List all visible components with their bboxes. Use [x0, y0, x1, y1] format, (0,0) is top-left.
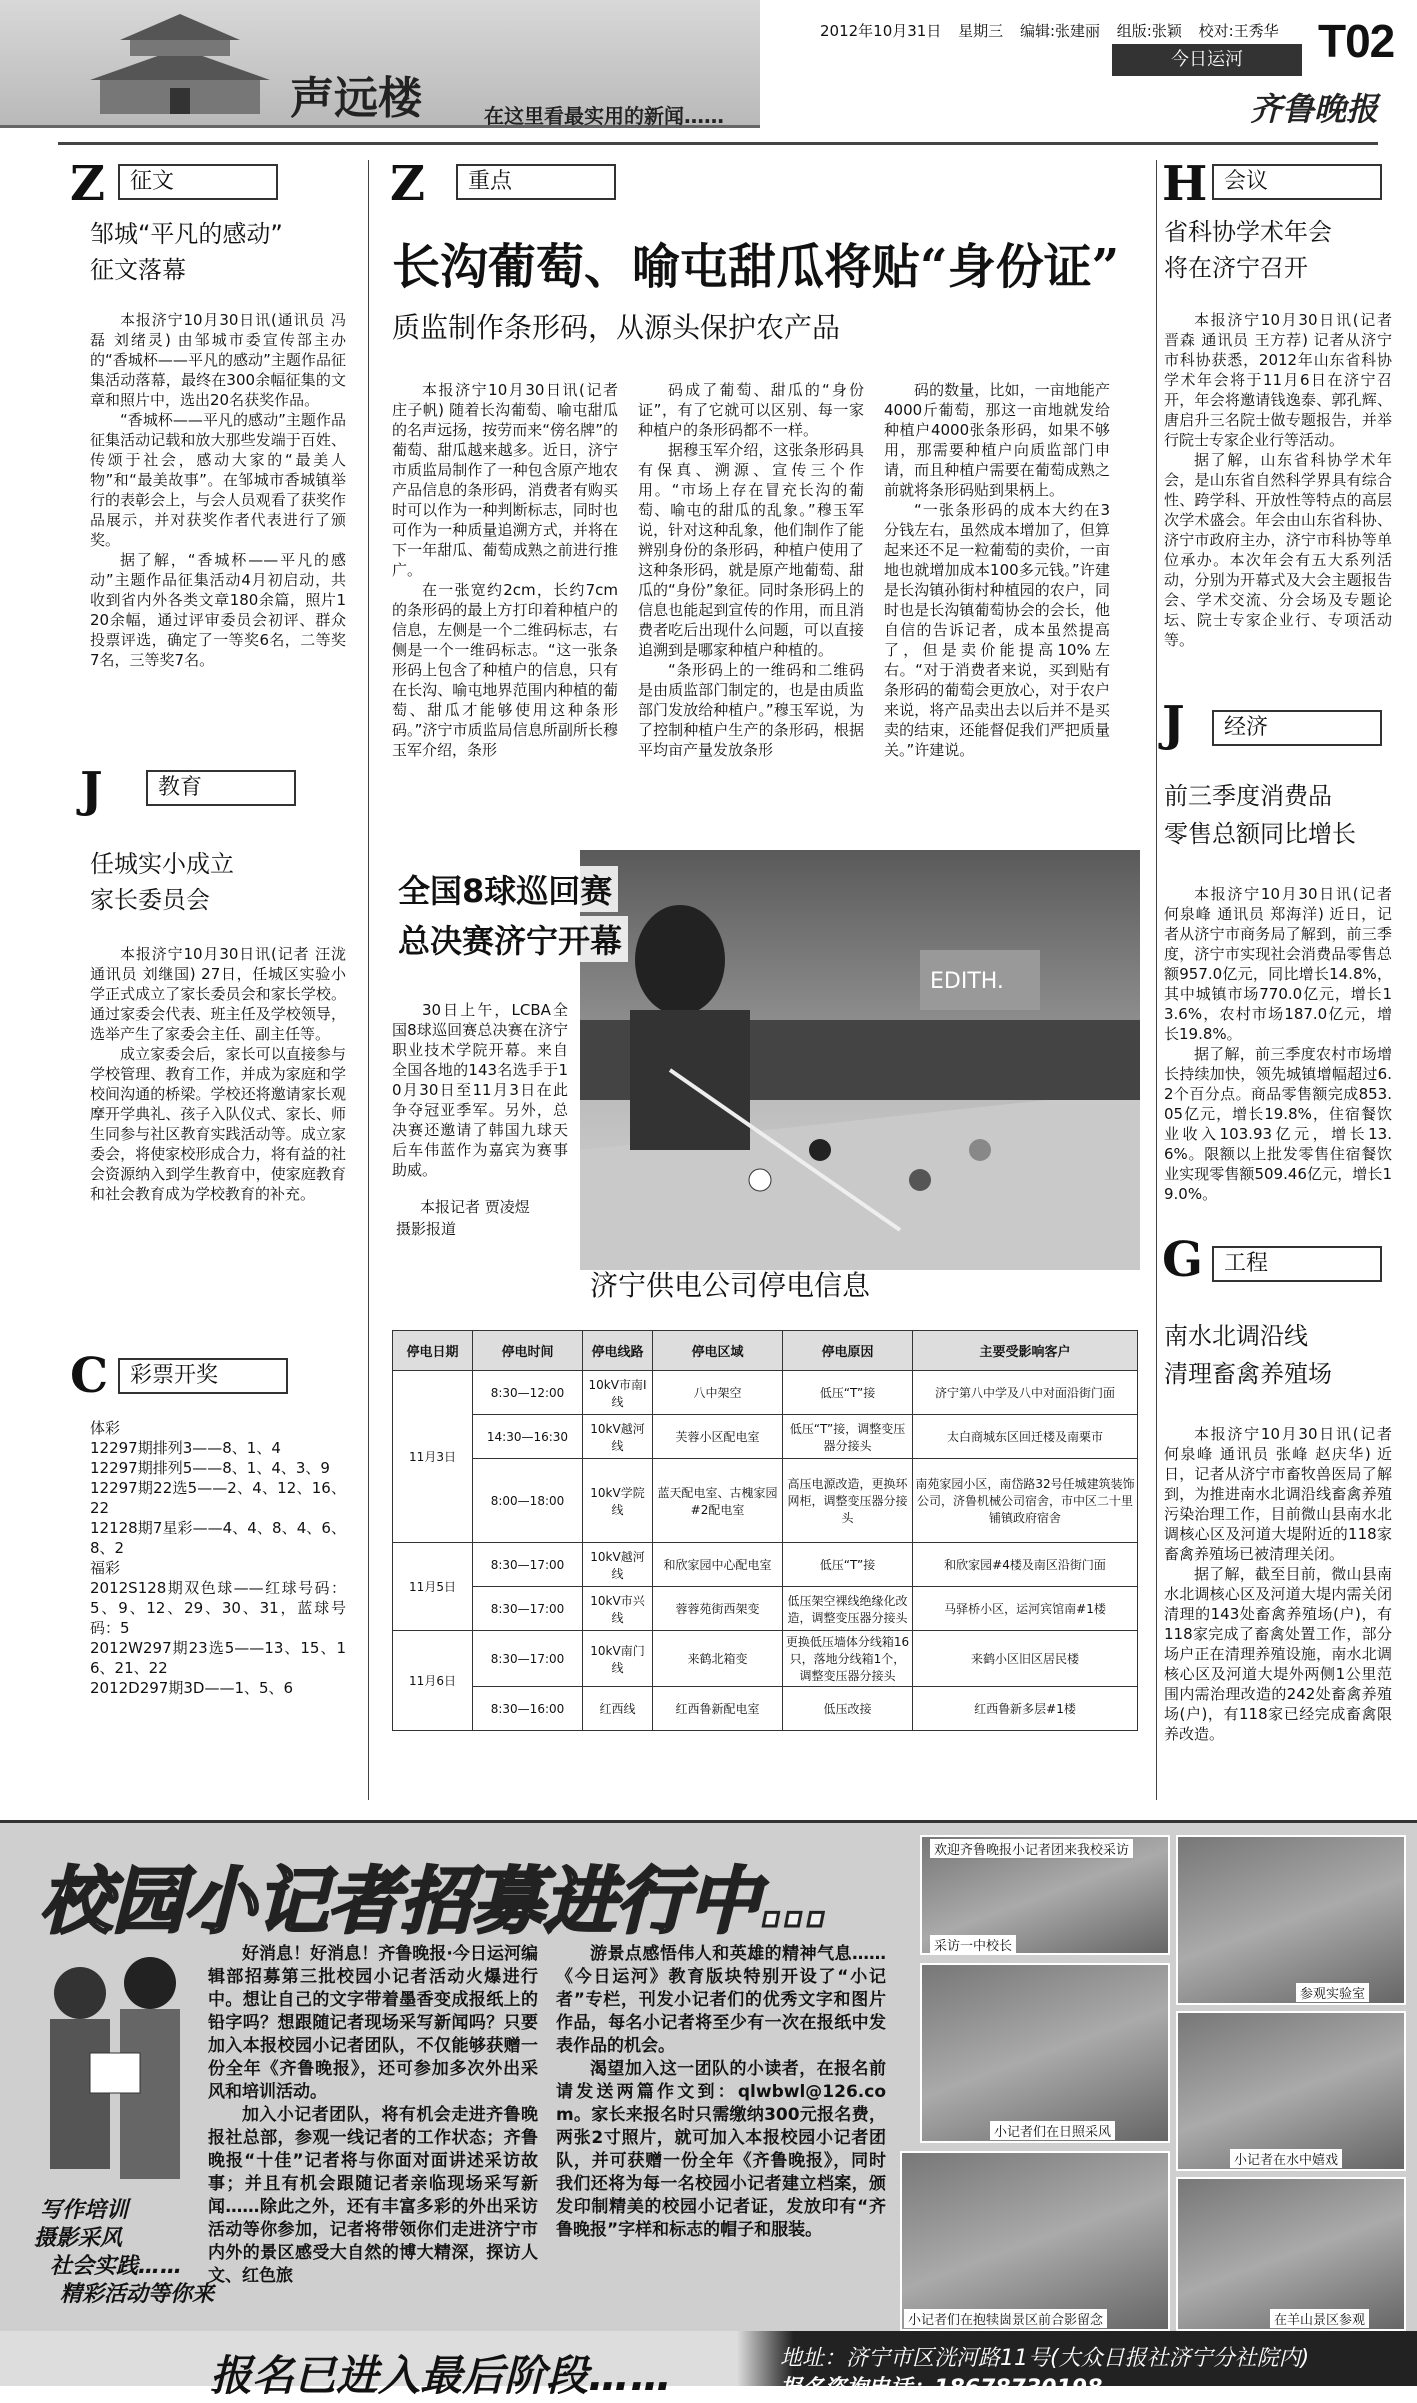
lottery-line: 12128期7星彩——4、4、8、4、6、8、2 — [90, 1519, 346, 1557]
photo-caption: 参观实验室 — [1296, 1983, 1369, 2002]
paragraph: 本报济宁10月30日讯(记者 何泉峰 通讯员 郑海洋) 近日，记者从济宁市商务局了解到，前三季度，济宁市实现社会消费品零售总额957.0亿元，同比增长14.8%，其中城镇市场770.0亿元，增长13.6%，农村市场187.0亿元，增长19.8%。 — [1164, 885, 1392, 1043]
paragraph: “香城杯——平凡的感动”主题作品征集活动记载和放大那些发端于百姓、传颂于社会，感动大家的“最美人物”和“最美故事”。在邹城市香城镇举行的表彰会上，与会人员观看了获奖作品展示，并对获奖作者代表进行了颁奖。 — [90, 411, 346, 549]
section-label: 工程 — [1212, 1246, 1382, 1282]
article-body — [90, 944, 346, 1304]
designer: 组版:张颖 — [1116, 22, 1182, 40]
advert-address: 地址：济宁市区洸河路11号(大众日报社济宁分社院内) — [780, 2346, 1310, 2371]
advert-deadline: 报名已进入最后阶段…… — [210, 2351, 673, 2400]
table-row: 11月5日 8:30—17:00 10kV越河线 和欣家园中心配电室 低压“T”接 和欣家园#4楼及南区沿街门面 — [393, 1543, 1138, 1587]
paragraph: 本报济宁10月30日讯(记者 庄子帆) 随着长沟葡萄、喻屯甜瓜的名声远扬，按劳而来“傍名牌”的葡萄、甜瓜越来越多。近日，济宁市质监局制作了一种包含原产地农产品信息的条形码，消费者有购买时可以作为一种判断标志，同时也可作为一种质量追溯方式，并将在下一年甜瓜、葡萄成熟之前进行推广。 — [392, 381, 618, 579]
advert-title: 校园小记者招募进行中… — [40, 1859, 833, 1943]
section-label: 会议 — [1212, 164, 1382, 200]
table-row: 11月6日 8:30—17:00 10kV南门线 来鹤北箱变 更换低压墙体分线箱16只，落地分线箱1个，调整变压器分接头 来鹤小区旧区居民楼 — [393, 1631, 1138, 1687]
section-letter: J — [80, 762, 103, 818]
banner-slogan: 在这里看最实用的新闻…… — [484, 104, 724, 128]
lottery-results — [90, 1418, 346, 1778]
paragraph: 码成了葡萄、甜瓜的“身份证”，有了它就可以区别、每一家种植户的条形码都不一样。 — [638, 381, 864, 439]
table-header: 停电原因 — [783, 1331, 913, 1371]
ad-feature: 社会实践…… — [50, 2254, 183, 2279]
outage-table — [392, 1330, 1138, 1731]
billiard-body: 30日上午，LCBA全国8球巡回赛总决赛在济宁职业技术学院开幕。来自全国各地的143名选手于10月30日至11月3日在此争夺冠亚季军。另外，总决赛还邀请了韩国九球天后车伟蓝作为嘉宾为赛事助威。 — [392, 1001, 568, 1179]
proofreader: 校对:王秀华 — [1198, 22, 1279, 40]
paragraph: 渴望加入这一团队的小读者，在报名前请发送两篇作文到：qlwbwl@126.com。家长来报名时只需缴纳300元报名费，两张2寸照片，就可加入本报校园小记者团队，并可获赠一份全年《齐鲁晚报》，同时我们还将为每一名校园小记者建立档案，颁发印制精美的校园小记者证，发放印有“齐鲁晚报”字样和标志的帽子和服装。 — [556, 2059, 886, 2240]
table-row: 11月3日 8:30—12:00 10kV市南Ⅰ线 八中架空 低压“T”接 济宁第八中学及八中对面沿街门面 — [393, 1371, 1138, 1415]
table-row: 8:00—18:00 10kV学院线 蓝天配电室、古槐家园#2配电室 高压电源改造，更换环网柜，调整变压器分接头 南苑家园小区，南岱路32号任城建筑装饰公司，济鲁机械公司宿舍，市中区二十里铺镇政府宿舍 — [393, 1459, 1138, 1543]
section-label: 重点 — [456, 164, 616, 200]
table-header: 停电线路 — [583, 1331, 653, 1371]
paragraph: 在一张宽约2cm，长约7cm的条形码的最上方打印着种植户的信息，左侧是一个二维码标志，右侧是一个一维码标志。“这一张条形码上包含了种植户的信息，只有在长沟、喻屯地界范围内种植的葡萄、甜瓜才能够使用这种条形码。”济宁市质监局信息所副所长穆玉军介绍，条形 — [392, 581, 618, 759]
banner-title: 声远楼 — [290, 73, 422, 124]
section-letter: H — [1162, 156, 1208, 212]
section-letter: G — [1162, 1232, 1203, 1288]
section-tag: 今日运河 — [1112, 44, 1302, 76]
article-body — [1164, 1424, 1392, 1804]
lottery-line: 12297期排列3——8、1、4 — [90, 1439, 281, 1457]
paragraph: 据了解，“香城杯——平凡的感动”主题作品征集活动4月初启动，共收到省内外各类文章180余篇，照片120余幅，通过评审委员会初评、群众投票评选，确定了一等奖6名，二等奖7名，三等奖7名。 — [90, 551, 346, 669]
ad-photo — [1176, 2011, 1406, 2171]
photo-caption: 欢迎齐鲁晚报小记者团来我校采访 — [930, 1839, 1133, 1858]
paragraph: 加入小记者团队，将有机会走进齐鲁晚报社总部，参观一线记者的工作状态；齐鲁晚报“十佳”记者将与你面对面讲述采访故事；并且有机会跟随记者亲临现场采写新闻……除此之外，还有丰富多彩的外出采访活动等你参加，记者将带领你们走进济宁市内外的景区感受大自然的博大精深，探访人文、红色旅 — [208, 2105, 538, 2286]
lottery-line: 2012W297期23选5——13、15、16、21、22 — [90, 1639, 346, 1677]
article-title: 省科协学术年会 — [1164, 218, 1332, 246]
table-header: 停电区域 — [653, 1331, 783, 1371]
lottery-line: 12297期22选5——2、4、12、16、22 — [90, 1479, 346, 1517]
paragraph: 本报济宁10月30日讯(记者 何泉峰 通讯员 张峰 赵庆华) 近日，记者从济宁市畜牧兽医局了解到，为推进南水北调沿线畜禽养殖污染治理工作，目前微山县南水北调核心区及河道大堤附近的118家畜禽养殖场已被清理关闭。 — [1164, 1425, 1392, 1563]
article-title: 南水北调沿线 — [1164, 1322, 1308, 1350]
ad-photo — [1176, 1835, 1406, 2005]
paragraph: 本报济宁10月30日讯(记者 晋森 通讯员 王方荐) 记者从济宁市科协获悉，2012年山东省科协学术年会将于11月6日在济宁召开，年会将邀请钱逸泰、郭孔辉、唐启升三名院士做专题报告，并举行院士专家企业行等活动。 — [1164, 311, 1392, 449]
paragraph: 据了解，截至目前，微山县南水北调核心区及河道大堤内需关闭清理的143处畜禽养殖场(户)，有118家完成了畜禽处置工作，部分场户正在清理养殖设施，南水北调核心区及河道大堤外两侧1公里范围内需治理改造的242处畜禽养殖场(户)，有118家已经完成畜禽限养改造。 — [1164, 1565, 1392, 1743]
article-column — [638, 380, 864, 820]
section-letter: C — [70, 1348, 109, 1404]
lottery-line: 体彩 — [90, 1419, 121, 1437]
table-row: 8:30—16:00 红西线 红西鲁新配电室 低压改接 红西鲁新多层#1楼 — [393, 1687, 1138, 1731]
section-letter: J — [1162, 696, 1185, 752]
section-letter: Z — [70, 156, 106, 212]
editor: 编辑:张建丽 — [1019, 22, 1100, 40]
billiard-title: 总决赛济宁开幕 — [392, 916, 628, 962]
billiard-photo — [580, 850, 1140, 1270]
paragraph: 游景点感悟伟人和英雄的精神气息……《今日运河》教育版块特别开设了“小记者”专栏，刊发小记者们的优秀文字和图片作品，每名小记者将至少有一次在报纸中发表作品的机会。 — [556, 1944, 886, 2056]
paragraph: 据穆玉军介绍，这张条形码具有保真、溯源、宣传三个作用。“市场上存在冒充长沟的葡萄、喻屯的甜瓜的乱象。”穆玉军说，针对这种乱象，他们制作了能辨别身份的条形码，种植户使用了这种条形码，就是原产地葡萄、甜瓜的“身份”象征。同时条形码上的信息也能起到宣传的作用，而且消费者吃后出现什么问题，可以直接追溯到是哪家种植户种植的。 — [638, 441, 864, 659]
ad-photo — [920, 1963, 1170, 2143]
article-title: 零售总额同比增长 — [1164, 820, 1356, 848]
pagoda-illustration — [80, 8, 280, 118]
lottery-line: 2012S128期双色球——红球号码：5、9、12、29、30、31，蓝球号码：5 — [90, 1579, 346, 1637]
paragraph: 成立家委会后，家长可以直接参与学校管理、教育工作，并成为家庭和学校间沟通的桥梁。学校还将邀请家长观摩开学典礼、孩子入队仪式、家长、师生同参与社区教育实践活动等。成立家委会，将使家校形成合力，将有益的社会资源纳入到学生教育中，使家庭教育和社会教育成为学校教育的补充。 — [90, 1045, 346, 1203]
ad-photo — [900, 2151, 1170, 2331]
banner — [0, 0, 760, 128]
paragraph: 本报济宁10月30日讯(通讯员 冯磊 刘绪灵) 由邹城市委宣传部主办的“香城杯——平凡的感动”主题作品征集活动落幕，最终在300余幅征集的文章和照片中，选出20名获奖作品。 — [90, 311, 346, 409]
article-body — [90, 310, 346, 750]
advert-text — [556, 1943, 886, 2273]
table-header: 主要受影响客户 — [913, 1331, 1138, 1371]
phone-label: 报名咨询电话： — [780, 2376, 935, 2401]
ad-feature: 写作培训 — [40, 2198, 129, 2223]
lottery-line: 12297期排列5——8、1、4、3、9 — [90, 1459, 330, 1477]
article-title: 前三季度消费品 — [1164, 782, 1332, 810]
byline: 本报记者 贾凌煜 — [420, 1198, 530, 1216]
photo-caption: 小记者在水中嬉戏 — [1230, 2149, 1342, 2168]
students-illustration — [20, 1953, 200, 2233]
article-body — [1164, 884, 1392, 1204]
table-title: 济宁供电公司停电信息 — [590, 1269, 871, 1302]
date: 2012年10月31日 — [820, 22, 942, 40]
article-column — [884, 380, 1110, 820]
section-letter: Z — [390, 156, 426, 212]
newspaper-logo: 齐鲁晚报 — [1250, 90, 1379, 128]
ad-photo — [1176, 2177, 1406, 2331]
article-column — [392, 380, 618, 820]
paragraph: 据了解，山东省科协学术年会，是山东省自然科学界具有综合性、跨学科、开放性等特点的高层次学术盛会。年会由山东省科协、济宁市政府主办，济宁市科协等单位承办。本次年会有五大系列活动，分别为开幕式及大会主题报告会、学术交流、分会场及专题论坛、院士专家企业行、专项活动等。 — [1164, 451, 1392, 649]
article-title: 任城实小成立 — [90, 850, 234, 878]
main-headline: 长沟葡萄、喻屯甜瓜将贴“身份证” — [392, 239, 1120, 295]
photo-caption: 小记者们在抱犊崮景区前合影留念 — [904, 2309, 1107, 2328]
article-title: 征文落幕 — [90, 256, 186, 284]
paragraph: “一张条形码的成本大约在3分钱左右，虽然成本增加了，但算起来还不足一粒葡萄的卖价，一亩地也就增加成本100多元钱。”许建是长沟镇孙街村种植园的农户，同时也是长沟镇葡萄协会的会长，他自信的告诉记者，成本虽然提高了，但是卖价能提高10%左右。“对于消费者来说，买到贴有条形码的葡萄会更放心，对于农户来说，将产品卖出去以后并不是买卖的结束，还能督促我们严把质量关。”许建说。 — [884, 501, 1110, 759]
photo-caption: 采访一中校长 — [930, 1935, 1016, 1954]
article-title: 将在济宁召开 — [1164, 254, 1308, 282]
lottery-line: 福彩 — [90, 1559, 121, 1577]
paragraph: 码的数量，比如，一亩地能产4000斤葡萄，那这一亩地就发给种植户4000张条形码，如果不够用，那需要种植户向质监部门申请，而且种植户需要在葡萄成熟之前就将条形码贴到果柄上。 — [884, 381, 1110, 499]
ad-feature: 摄影采风 — [34, 2226, 123, 2251]
weekday: 星期三 — [958, 22, 1004, 40]
table-row: 14:30—16:30 10kV越河线 芙蓉小区配电室 低压“T”接，调整变压器分接头 太白商城东区回迁楼及南栗市 — [393, 1415, 1138, 1459]
header-meta — [820, 20, 1291, 41]
advert-phone — [780, 2371, 1102, 2402]
page-number: T02 — [1318, 15, 1395, 67]
article-title: 家长委员会 — [90, 886, 210, 914]
section-label: 彩票开奖 — [118, 1358, 288, 1394]
article-body — [1164, 310, 1392, 680]
advert-text — [208, 1943, 538, 2286]
table-header: 停电时间 — [473, 1331, 583, 1371]
article-title: 邹城“平凡的感动” — [90, 220, 283, 248]
main-subhead: 质监制作条形码，从源头保护农产品 — [392, 311, 841, 344]
section-label: 经济 — [1212, 710, 1382, 746]
table-header: 停电日期 — [393, 1331, 473, 1371]
photo-caption: 在羊山景区参观 — [1270, 2309, 1369, 2328]
column-divider — [368, 160, 369, 1800]
paragraph: 好消息！好消息！齐鲁晚报·今日运河编辑部招募第三批校园小记者活动火爆进行中。想让自己的文字带着墨香变成报纸上的铅字吗？想跟随记者现场采写新闻吗？只要加入本报校园小记者团队，不仅能够获赠一份全年《齐鲁晚报》，还可参加多次外出采风和培训活动。 — [208, 1944, 538, 2102]
byline: 摄影报道 — [396, 1220, 457, 1238]
article-title: 清理畜禽养殖场 — [1164, 1360, 1332, 1388]
section-label: 征文 — [118, 164, 278, 200]
header-rule — [58, 142, 1378, 145]
lottery-line: 2012D297期3D——1、5、6 — [90, 1679, 294, 1697]
billiard-title: 全国8球巡回赛 — [392, 866, 618, 912]
ad-feature: 精彩活动等你来 — [60, 2282, 215, 2307]
recruit-advert — [0, 1820, 1417, 2401]
section-label: 教育 — [146, 770, 296, 806]
paragraph: “条形码上的一维码和二维码是由质监部门制定的，也是由质监部门发放给种植户。”穆玉军说，为了控制种植户生产的条形码，根据平均亩产量发放条形 — [638, 661, 864, 759]
table-row: 8:30—17:00 10kV市兴线 蓉蓉苑街西架变 低压架空裸线绝缘化改造，调整变压器分接头 马驿桥小区，运河宾馆南#1楼 — [393, 1587, 1138, 1631]
photo-caption: 小记者们在日照采风 — [990, 2121, 1115, 2140]
paragraph: 据了解，前三季度农村市场增长持续加快，领先城镇增幅超过6.2个百分点。商品零售额完成853.05亿元，增长19.8%，住宿餐饮业收入103.93亿元，增长13.6%。限额以上批发零售住宿餐饮业实现零售额509.46亿元，增长19.0%。 — [1164, 1045, 1392, 1203]
paragraph: 本报济宁10月30日讯(记者 汪泷 通讯员 刘继国) 27日，任城区实验小学正式成立了家长委员会和家长学校。通过家委会代表、班主任及学校领导，选举产生了家委会主任、副主任等。 — [90, 945, 346, 1043]
sponsor-sign: EDITH. — [930, 969, 1004, 994]
phone-number: 18678730198 — [934, 2376, 1103, 2401]
column-divider — [1156, 160, 1157, 1800]
billiard-scene — [580, 850, 1140, 1270]
